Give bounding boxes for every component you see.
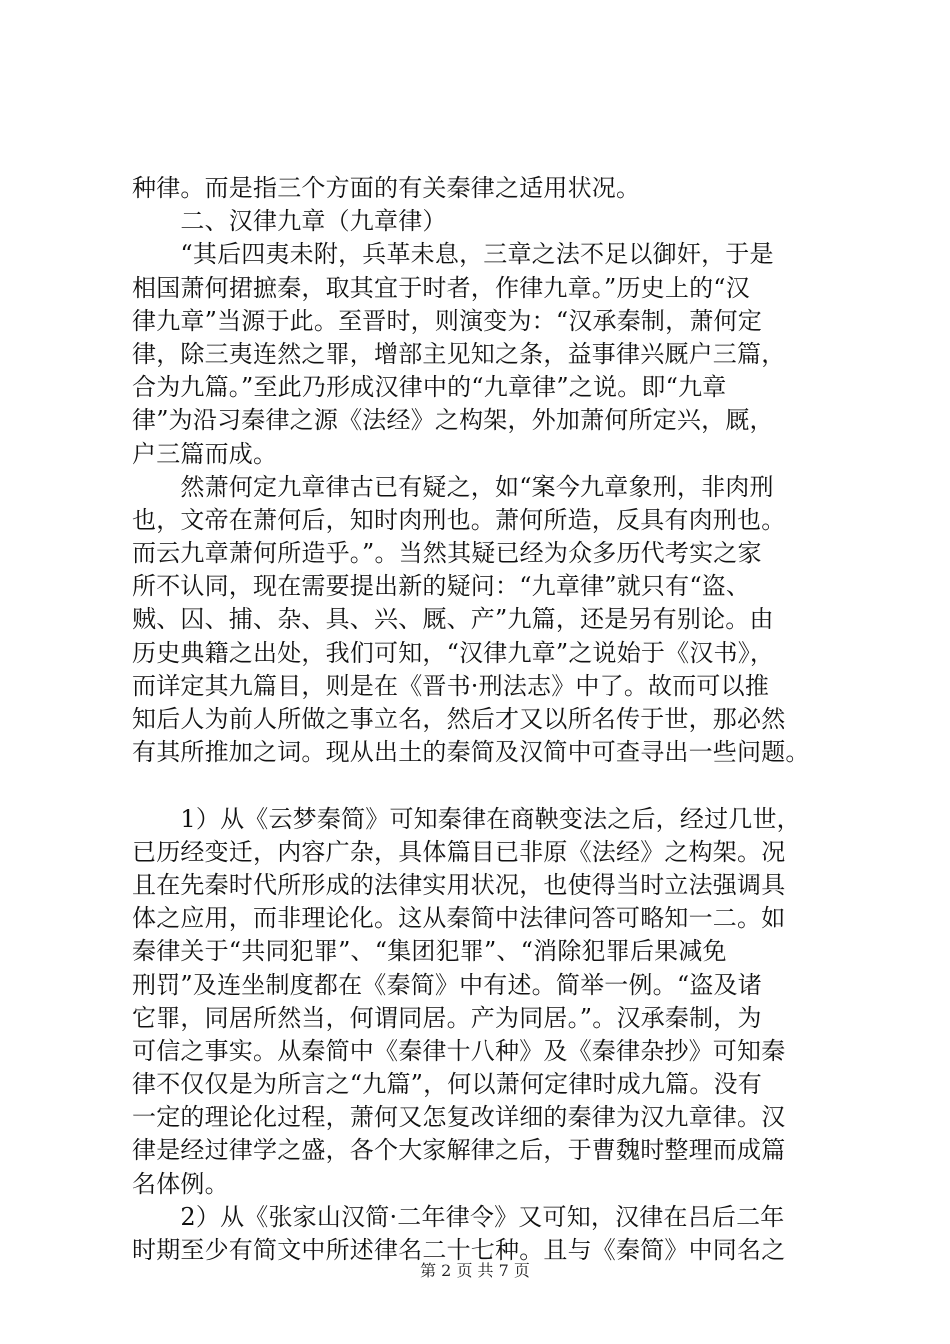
text-line: 律”为沿习秦律之源《法经》之构架，外加萧何所定兴，厩， xyxy=(132,406,774,435)
text-line: 时期至少有简文中所述律名二十七种。且与《秦简》中同名之 xyxy=(132,1236,786,1264)
text-line: 所不认同，现在需要提出新的疑问：“九章律”就只有“盗、 xyxy=(132,572,751,601)
text-line: 历史典籍之出处，我们可知，“汉律九章”之说始于《汉书》， xyxy=(132,638,775,667)
text-line: 它罪，同居所然当，何谓同居。产为同居。”。汉承秦制，为 xyxy=(132,1003,762,1032)
text-line: 相国萧何捃摭秦，取其宜于时者，作律九章。”历史上的“汉 xyxy=(132,273,750,302)
page-footer: 第 2 页 共 7 页 xyxy=(420,1261,530,1280)
text-line: 有其所推加之词。现从出土的秦简及汉简中可查寻出一些问题。 xyxy=(132,738,810,767)
text-line: 种律。而是指三个方面的有关秦律之适用状况。 xyxy=(132,174,641,202)
text-line: 而详定其九篇目，则是在《晋书·刑法志》中了。故而可以推 xyxy=(132,671,770,700)
text-line: 律不仅仅是为所言之“九篇”，何以萧何定律时成九篇。没有 xyxy=(132,1070,762,1099)
text-line: 合为九篇。”至此乃形成汉律中的“九章律”之说。即“九章 xyxy=(132,373,727,402)
text-line: 律是经过律学之盛，各个大家解律之后，于曹魏时整理而成篇 xyxy=(132,1136,786,1165)
text-line: 名体例。 xyxy=(132,1169,229,1198)
text-line: 贼、囚、捕、杂、具、兴、厩、产”九篇，还是另有别论。由 xyxy=(132,605,774,634)
text-line: 且在先秦时代所形成的法律实用状况，也使得当时立法强调具 xyxy=(132,870,786,899)
text-line: 体之应用，而非理论化。这从秦简中法律问答可略知一二。如 xyxy=(132,904,786,933)
text-line: 2）从《张家山汉简·二年律令》又可知，汉律在吕后二年 xyxy=(132,1202,785,1231)
text-line: 刑罚”及连坐制度都在《秦简》中有述。简举一例。“盗及诸 xyxy=(132,970,762,999)
text-line: 律九章”当源于此。至晋时，则演变为：“汉承秦制，萧何定 xyxy=(132,306,762,335)
text-line: 二、汉律九章（九章律） xyxy=(132,207,447,236)
text-line: 秦律关于“共同犯罪”、“集团犯罪”、“消除犯罪后果减免 xyxy=(132,937,727,966)
text-line: 知后人为前人所做之事立名，然后才又以所名传于世，那必然 xyxy=(132,705,786,733)
text-line: 而云九章萧何所造乎。”。当然其疑已经为众多历代考实之家 xyxy=(132,539,762,568)
body-text xyxy=(132,172,832,1267)
text-line: 户三篇而成。 xyxy=(132,439,278,468)
text-line: 一定的理论化过程，萧何又怎复改详细的秦律为汉九章律。汉 xyxy=(132,1103,786,1132)
text-line: 也，文帝在萧何后，知时肉刑也。萧何所造，反具有肉刑也。 xyxy=(132,505,786,534)
text-line xyxy=(132,769,832,802)
text-line: 1）从《云梦秦简》可知秦律在商鞅变法之后，经过几世， xyxy=(132,804,801,833)
text-line: 可信之事实。从秦简中《秦律十八种》及《秦律杂抄》可知秦 xyxy=(132,1036,786,1065)
text-line: 律，除三夷连然之罪，增部主见知之条，益事律兴厩户三篇， xyxy=(132,339,786,368)
text-line: 然萧何定九章律古已有疑之，如“案今九章象刑，非肉刑 xyxy=(132,472,774,501)
text-line: 已历经变迁，内容广杂，具体篇目已非原《法经》之构架。况 xyxy=(132,837,786,866)
text-line: “其后四夷未附，兵革未息，三章之法不足以御奸，于是 xyxy=(132,240,774,269)
